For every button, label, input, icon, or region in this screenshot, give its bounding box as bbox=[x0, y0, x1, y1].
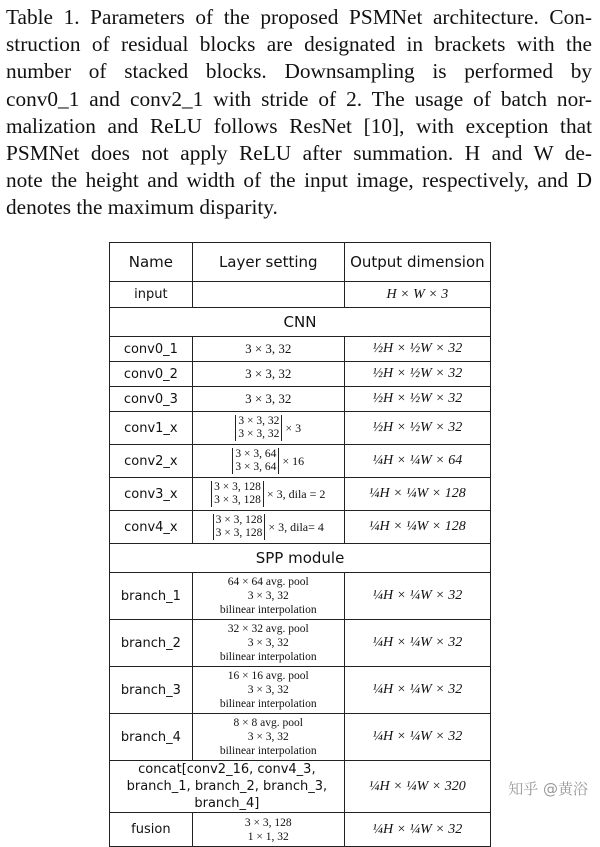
bracket-suffix: × 3, dila= 4 bbox=[268, 519, 324, 534]
section-row bbox=[110, 308, 491, 337]
setting-line: bilinear interpolation bbox=[219, 745, 317, 757]
setting-line: 8 × 8 avg. pool bbox=[233, 717, 303, 729]
header-layer-setting: Layer setting bbox=[192, 243, 344, 282]
row-output: H × W × 3 bbox=[344, 282, 490, 308]
table-row bbox=[110, 573, 491, 620]
table-row bbox=[110, 667, 491, 714]
architecture-table bbox=[109, 242, 491, 847]
row-output: ¼H × ¼W × 128 bbox=[344, 511, 490, 544]
spp-rows bbox=[110, 573, 491, 761]
row-setting bbox=[192, 714, 344, 761]
setting-line: 3 × 3, 32 bbox=[247, 731, 289, 743]
caption-line: struction of residual blocks are designated in brackets with the bbox=[6, 32, 592, 57]
setting-line: 16 × 16 avg. pool bbox=[227, 670, 309, 682]
row-output: ½H × ½W × 32 bbox=[344, 412, 490, 445]
table-caption bbox=[6, 4, 592, 222]
setting-line: 3 × 3, 32 bbox=[238, 428, 280, 440]
row-output: ¼H × ¼W × 32 bbox=[344, 813, 490, 847]
setting-line: 3 × 3, 64 bbox=[235, 461, 277, 473]
row-name: input bbox=[110, 282, 193, 308]
row-setting bbox=[192, 282, 344, 308]
row-setting bbox=[192, 620, 344, 667]
row-setting bbox=[192, 412, 344, 445]
setting-line: 3 × 3, 128 bbox=[214, 494, 261, 506]
row-output: ¼H × ¼W × 320 bbox=[344, 761, 490, 813]
header-output-dimension: Output dimension bbox=[344, 243, 490, 282]
setting-line: 32 × 32 avg. pool bbox=[227, 623, 309, 635]
table-row bbox=[110, 387, 491, 412]
table-row bbox=[110, 714, 491, 761]
row-output: ½H × ½W × 32 bbox=[344, 362, 490, 387]
bracket-suffix: × 3 bbox=[285, 420, 302, 435]
table-row bbox=[110, 813, 491, 847]
row-setting bbox=[192, 445, 344, 478]
setting-line: 3 × 3, 32 bbox=[247, 637, 289, 649]
row-output: ½H × ½W × 32 bbox=[344, 387, 490, 412]
row-name: conv0_3 bbox=[110, 387, 193, 412]
row-output: ¼H × ¼W × 64 bbox=[344, 445, 490, 478]
row-setting: 3 × 3, 32 bbox=[192, 362, 344, 387]
row-output: ¼H × ¼W × 32 bbox=[344, 667, 490, 714]
row-name: branch_1 bbox=[110, 573, 193, 620]
header-name: Name bbox=[110, 243, 193, 282]
setting-line: 3 × 3, 64 bbox=[235, 448, 277, 460]
caption-line: note the height and width of the input image, respectively, and D bbox=[6, 168, 592, 193]
setting-line: 64 × 64 avg. pool bbox=[227, 576, 309, 588]
bracket-block bbox=[235, 415, 282, 441]
row-name: conv0_1 bbox=[110, 337, 193, 362]
row-name: concat[conv2_16, conv4_3, branch_1, branch_2, branch_3, branch_4] bbox=[110, 761, 345, 813]
caption-line: PSMNet does not apply ReLU after summation. H and W de- bbox=[6, 141, 592, 166]
row-name: fusion bbox=[110, 813, 193, 847]
setting-line: bilinear interpolation bbox=[219, 698, 317, 710]
setting-line: 3 × 3, 128 bbox=[244, 816, 292, 829]
row-setting: 3 × 3, 32 bbox=[192, 337, 344, 362]
bracket-block bbox=[232, 448, 279, 474]
row-name: branch_4 bbox=[110, 714, 193, 761]
setting-line: 3 × 3, 32 bbox=[247, 590, 289, 602]
row-setting bbox=[192, 813, 344, 847]
table-row bbox=[110, 511, 491, 544]
row-output: ½H × ½W × 32 bbox=[344, 337, 490, 362]
section-title-cnn: CNN bbox=[110, 308, 491, 337]
row-name: conv1_x bbox=[110, 412, 193, 445]
caption-line: denotes the maximum disparity. bbox=[6, 195, 278, 220]
row-setting bbox=[192, 511, 344, 544]
bracket-suffix: × 3, dila = 2 bbox=[266, 486, 326, 501]
row-name: conv0_2 bbox=[110, 362, 193, 387]
row-name: branch_3 bbox=[110, 667, 193, 714]
row-setting: 3 × 3, 32 bbox=[192, 387, 344, 412]
table-row bbox=[110, 412, 491, 445]
table-row bbox=[110, 362, 491, 387]
caption-line: conv0_1 and conv2_1 with stride of 2. The usage of batch nor- bbox=[6, 86, 592, 111]
row-setting bbox=[192, 667, 344, 714]
section-title-spp: SPP module bbox=[110, 544, 491, 573]
setting-line: 3 × 3, 128 bbox=[214, 481, 261, 493]
row-setting bbox=[192, 478, 344, 511]
setting-line: 3 × 3, 128 bbox=[215, 527, 263, 539]
table-row bbox=[110, 478, 491, 511]
row-output: ¼H × ¼W × 32 bbox=[344, 620, 490, 667]
setting-line: bilinear interpolation bbox=[219, 604, 317, 616]
caption-line: malization and ReLU follows ResNet [10], with exception that bbox=[6, 113, 592, 138]
section-row bbox=[110, 544, 491, 573]
setting-line: 3 × 3, 32 bbox=[238, 415, 280, 427]
bracket-block bbox=[211, 481, 264, 507]
table-row bbox=[110, 337, 491, 362]
table-row bbox=[110, 282, 491, 308]
table-row bbox=[110, 620, 491, 667]
header-row bbox=[110, 243, 491, 282]
row-name: conv3_x bbox=[110, 478, 193, 511]
caption-line: Table 1. Parameters of the proposed PSMNet architecture. Con- bbox=[6, 5, 592, 29]
setting-line: bilinear interpolation bbox=[219, 651, 317, 663]
setting-line: 3 × 3, 128 bbox=[215, 514, 263, 526]
row-setting bbox=[192, 573, 344, 620]
setting-line: 3 × 3, 32 bbox=[247, 684, 289, 696]
row-output: ¼H × ¼W × 32 bbox=[344, 573, 490, 620]
bracket-suffix: × 16 bbox=[282, 453, 305, 468]
row-output: ¼H × ¼W × 128 bbox=[344, 478, 490, 511]
table-row bbox=[110, 445, 491, 478]
caption-line: number of stacked blocks. Downsampling is performed by bbox=[6, 59, 592, 84]
row-name: conv4_x bbox=[110, 511, 193, 544]
watermark: 知乎 @黄浴 bbox=[508, 780, 588, 798]
row-name: branch_2 bbox=[110, 620, 193, 667]
row-output: ¼H × ¼W × 32 bbox=[344, 714, 490, 761]
cnn-rows bbox=[110, 337, 491, 544]
bracket-block bbox=[213, 514, 266, 540]
row-name: conv2_x bbox=[110, 445, 193, 478]
setting-line: 1 × 1, 32 bbox=[247, 830, 289, 843]
table-row bbox=[110, 761, 491, 813]
